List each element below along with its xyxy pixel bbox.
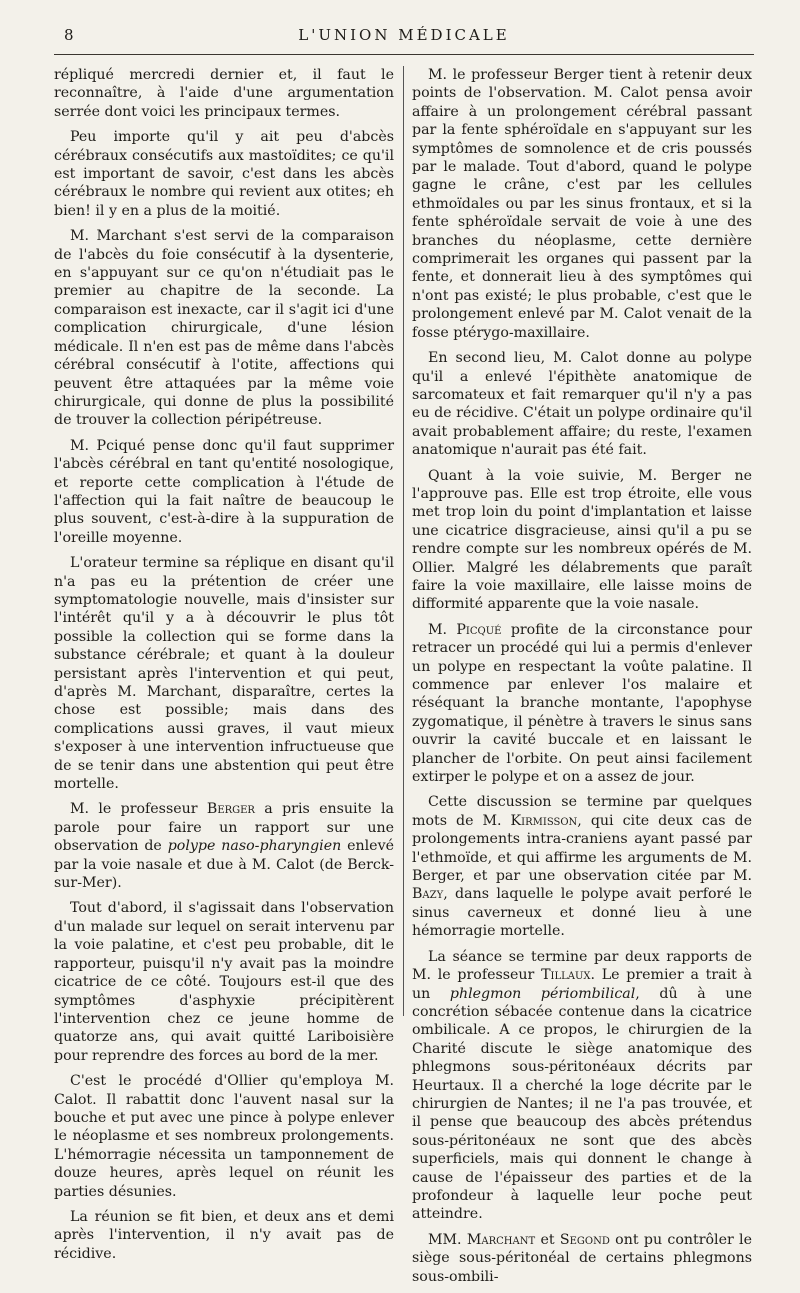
text-run: C'est le procédé d'Ollier qu'employa M. Calot. Il rabattit donc l'auvent nasal sur la bouche et put avec une pince à polype enlever le néoplasme et ses nombreux prolongements. L'hémorragie nécessita un tamponnement de douze heures, après lequel on réunit les parties désunies. [54, 1073, 394, 1200]
header-rule [54, 54, 754, 55]
author-name: Berger [206, 801, 255, 818]
paragraph [412, 948, 752, 1224]
text-run: M. le professeur [70, 801, 207, 818]
text-run: MM. [428, 1231, 467, 1248]
text-run: répliqué mercredi dernier et, il faut le reconnaître, à l'aide d'une argumentation serrée dont voici les principaux termes. [54, 67, 394, 120]
author-name: Bazy [412, 886, 444, 903]
author-name: Kirmisson [510, 812, 578, 829]
paragraph [54, 1072, 394, 1201]
paragraph [54, 437, 394, 547]
paragraph [412, 467, 752, 614]
text-run: M. Marchant s'est servi de la comparaison de l'abcès du foie consécutif à la dysenterie, en s'appuyant sur ce qu'on n'étudiait pas le premier au chapitre de la seconde. La comparaison est inexacte, car il s'agit ici d'une complication chirurgicale, d'une lésion médicale. Il n'en est pas de même dans l'abcès cérébral consécutif à l'otite, affections qui peuvent être attaquées par la même voie chirurgicale, qui donne de plus la possibilité de trouver la collection péripétreuse. [54, 228, 394, 429]
paragraph [54, 899, 394, 1065]
text-run: . Le premier a trait à un [412, 967, 752, 1002]
text-run: L'orateur termine sa réplique en disant qu'il n'a pas eu la prétention de créer une symptomatologie nouvelle, mais d'insister sur l'intérêt qu'il y a à découvrir le plus tôt possible la collection qui se forme dans la substance cérébrale; et quant à la douleur persistant après l'intervention et qui peut, d'après M. Marchant, disparaître, certes la chose est possible; mais dans des complications aussi graves, il vaut mieux s'exposer à une intervention infructueuse que de se tenir dans une abstention qui peut être mortelle. [54, 555, 394, 793]
text-run: , qui cite deux cas de prolongements intra-craniens ayant passé par l'ethmoïde, et qui affirme les arguments de M. Berger, et par une observation citée par M. [412, 812, 752, 885]
paragraph [54, 1208, 394, 1263]
author-name: Tillaux [541, 967, 591, 984]
text-run: Tout d'abord, il s'agissait dans l'observation d'un malade sur lequel on serait intervenu par la voie palatine, et c'est peu probable, dit le rapporteur, puisqu'il n'y avait pas la moindre cicatrice de ce côté. Toujours est-il que des symptômes d'asphyxie précipitèrent l'intervention chez ce jeune homme de quatorze ans, qui avait quitté Lariboisière pour reprendre des forces au bord de la mer. [54, 900, 394, 1064]
right-column [412, 66, 752, 1293]
author-name: Picqué [456, 621, 502, 638]
author-name: Marchant [466, 1231, 536, 1248]
text-run: M. [428, 621, 457, 638]
text-run: profite de la circonstance pour retracer un procédé qui lui a permis d'enlever un polype en respectant la voûte palatine. Il commence par enlever l'os malaire et réséquant la branche montante, l'apophyse zygomatique, il pénètre à travers le sinus sans ouvrir la cavité buccale et en laissant le plancher de l'orbite. On peut ainsi facilement extirper le polype et on a assez de jour. [412, 621, 753, 786]
text-run: , dans laquelle le polype avait perforé le sinus caverneux et donné lieu à une hémorragie mortelle. [412, 886, 752, 940]
text-run: La réunion se fit bien, et deux ans et demi après l'intervention, il n'y avait pas de récidive. [54, 1208, 394, 1262]
page-number: 8 [64, 26, 74, 44]
text-run: M. le professeur Berger tient à retenir deux points de l'observation. M. Calot pensa avoir affaire à un prolongement cérébral passant par la fente sphéroïdale en s'appuyant sur les symptômes de somnolence et de cris poussés par le malade. Tout d'abord, quand le polype gagne le crâne, c'est par les cellules ethmoïdales ou par les sinus frontaux, et si la fente sphéroïdale servait de voie à une des branches du néoplasme, cette dernière comprimerait les organes qui passent par la fente, et donnerait lieu à des symptômes qui n'ont pas existé; le plus probable, c'est que le prolongement enlevé par M. Calot venait de la fosse ptérygo-maxillaire. [412, 67, 752, 341]
paragraph [412, 1231, 752, 1286]
text-run: M. Pciqué pense donc qu'il faut supprimer l'abcès cérébral en tant qu'entité nosologique, et reporte cette complication à l'étude de l'affection qui la fait naître de beaucoup le plus souvent, c'est-à-dire à la suppuration de l'oreille moyenne. [54, 437, 394, 546]
text-run: Quant à la voie suivie, M. Berger ne l'approuve pas. Elle est trop étroite, elle vous met trop loin du point d'implantation et laisse une cicatrice disgracieuse, ainsi qu'il a pu se rendre compte sur les nombreux opérés de M. Ollier. Malgré les délabrements que paraît faire la voie maxillaire, elle laisse moins de difformité apparente que la voie nasale. [412, 467, 752, 613]
text-run: et [535, 1231, 560, 1248]
text-run: a pris ensuite la parole pour faire un rapport sur une observation de [54, 801, 394, 855]
left-column [54, 66, 394, 1270]
paragraph [412, 66, 752, 342]
text-run: ont pu contrôler le siège sous-péritonéal de certains phlegmons sous-ombili- [412, 1231, 752, 1285]
italic-term: polype naso-pharyngien [167, 838, 342, 855]
text-run: En second lieu, M. Calot donne au polype qu'il a enlevé l'épithète anatomique de sarcomateux et fait remarquer qu'il n'y a pas eu de récidive. C'était un polype ordinaire qu'il avait probablement affaire; du reste, l'examen anatomique n'aurait pas été fait. [412, 350, 752, 459]
paragraph [54, 227, 394, 429]
italic-term: phlegmon périombilical [449, 985, 636, 1002]
text-run: enlevé par la voie nasale et due à M. Calot (de Berck-sur-Mer). [54, 838, 394, 892]
paragraph [54, 800, 394, 892]
paragraph [54, 554, 394, 793]
text-run: La séance se termine par deux rapports de M. le professeur [412, 948, 752, 984]
running-header [54, 26, 754, 50]
paragraph [412, 793, 752, 940]
text-run: Cette discussion se termine par quelques mots de M. [412, 794, 752, 829]
paragraph [54, 66, 394, 121]
author-name: Segond [559, 1231, 610, 1248]
paragraph [54, 128, 394, 220]
column-divider [403, 66, 404, 1016]
text-run: , dû à une concrétion sébacée contenue dans la cicatrice ombilicale. A ce propos, le chirurgien de la Charité discute le siège anatomique des phlegmons sous-péritonéaux décrits par Heurtaux. Il a cherché la loge décrite par le chirurgien de Nantes; il ne l'a pas trouvée, et il pense que beaucoup des abcès prétendus sous-péritonéaux ne sont que des abcès superficiels, mais qui donnent le change à cause de l'épaisseur des parties et de la profondeur à laquelle leur poche peut atteindre. [412, 985, 752, 1223]
text-run: Peu importe qu'il y ait peu d'abcès cérébraux consécutifs aux mastoïdites; ce qu'il est important de savoir, c'est dans les abcès cérébraux le nombre qui revient aux otites; eh bien! il y en a plus de la moitié. [54, 129, 394, 219]
paragraph [412, 621, 752, 787]
paragraph [412, 349, 752, 459]
journal-title: L'UNION MÉDICALE [298, 26, 510, 44]
